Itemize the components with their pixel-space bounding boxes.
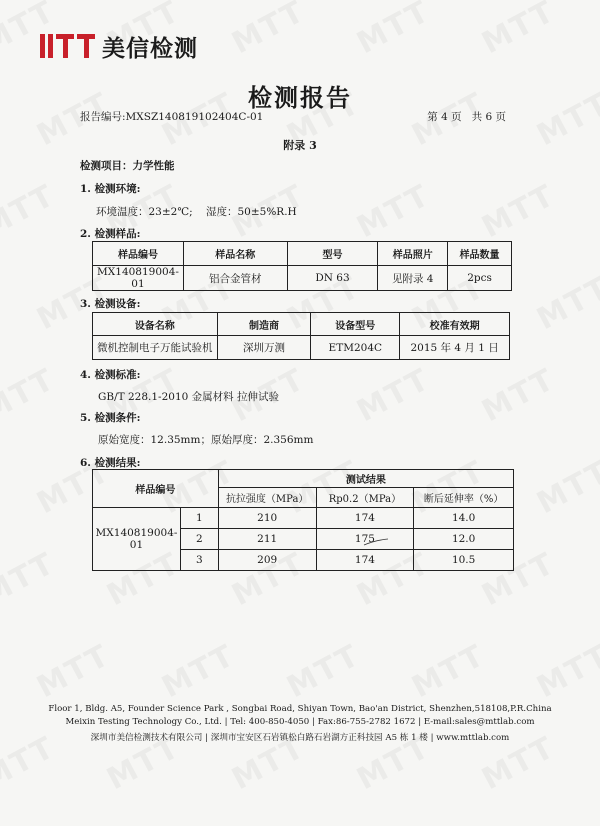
humidity-value: 50±5%R.H (237, 206, 297, 218)
results-rp: 174 (316, 550, 414, 571)
results-tensile: 209 (218, 550, 316, 571)
mtt-logo-mark (40, 34, 98, 58)
watermark-mark (0, 546, 61, 613)
watermark-mark (531, 454, 600, 521)
humidity-label: 湿度： (205, 206, 238, 218)
sample-heading: 2. 检测样品: (80, 228, 141, 240)
sample-header-cell: 样品名称 (183, 242, 287, 266)
footer-contact: Meixin Testing Technology Co., Ltd. | Tel: 400-850-4050 | Fax:86-755-2782 1672 | E-mail:sales@mttlab.com (65, 717, 535, 727)
watermark-mark (0, 362, 61, 429)
results-index: 1 (180, 508, 218, 529)
conditions-heading: 5. 检测条件: (80, 412, 141, 424)
sample-cell: MX140819004-01 (93, 266, 184, 291)
equipment-header-cell: 设备型号 (311, 313, 400, 336)
appendix-title: 附录 3 (283, 139, 317, 152)
standard-value: GB/T 228.1-2010 金属材料 拉伸试验 (98, 391, 279, 403)
results-sample-id: MX140819004-01 (93, 508, 181, 571)
test-item (80, 158, 175, 173)
watermark-mark (226, 0, 311, 61)
equipment-data-row (93, 336, 510, 360)
footer-address-cn: 深圳市美信检测技术有限公司 | 深圳市宝安区石岩镇松白路石岩湖方正科技园 A5 栋 1 楼 | www.mttlab.com (90, 733, 510, 743)
watermark-mark (531, 638, 600, 705)
page-indicator (427, 109, 506, 124)
environment-values (96, 204, 297, 219)
results-sample-header: 样品编号 (93, 470, 219, 508)
equipment-header-cell: 设备名称 (93, 313, 218, 336)
results-col-header: Rp0.2（MPa） (316, 488, 414, 508)
watermark-mark (281, 638, 366, 705)
logo-text: 美信检测 (102, 35, 198, 62)
temp-value: 23±2℃; (148, 206, 193, 218)
sample-header-cell: 型号 (287, 242, 378, 266)
footer-address-en: Floor 1, Bldg. A5, Founder Science Park , Songbai Road, Shiyan Town, Bao'an District, Shenzhen,518108,P.R.China (48, 704, 552, 714)
watermark-mark (156, 638, 241, 705)
watermark-mark (0, 178, 61, 245)
equipment-cell: 2015 年 4 月 1 日 (400, 336, 510, 360)
results-table (92, 469, 514, 571)
results-elongation: 14.0 (414, 508, 514, 529)
results-rp: 175 (316, 529, 414, 550)
equipment-heading: 3. 检测设备: (80, 298, 141, 310)
report-title: 检测报告 (248, 83, 352, 112)
results-index: 3 (180, 550, 218, 571)
watermark-mark (476, 178, 561, 245)
sample-data-row (93, 266, 512, 291)
environment-heading: 1. 检测环境: (80, 183, 141, 195)
watermark-mark (351, 0, 436, 61)
results-index: 2 (180, 529, 218, 550)
temp-label: 环境温度： (96, 206, 149, 218)
sample-cell: 铝合金管材 (183, 266, 287, 291)
watermark-mark (351, 362, 436, 429)
sample-header-cell: 样品照片 (378, 242, 448, 266)
watermark-mark (406, 638, 491, 705)
equipment-header-cell: 制造商 (217, 313, 311, 336)
page-number: 第 4 页 (427, 111, 462, 123)
page-total: 共 6 页 (471, 111, 506, 123)
results-group-header: 测试结果 (218, 470, 513, 488)
equipment-header-cell: 校准有效期 (400, 313, 510, 336)
results-rp: 174 (316, 508, 414, 529)
results-tensile: 210 (218, 508, 316, 529)
watermark-mark (31, 638, 116, 705)
test-item-label: 检测项目： (80, 160, 133, 172)
watermark-mark (476, 0, 561, 61)
sample-cell: DN 63 (287, 266, 378, 291)
results-tensile: 211 (218, 529, 316, 550)
results-elongation: 12.0 (414, 529, 514, 550)
sample-header-cell: 样品编号 (93, 242, 184, 266)
sample-cell: 见附录 4 (378, 266, 448, 291)
results-col-header: 断后延伸率（%） (414, 488, 514, 508)
results-header-row (93, 470, 514, 488)
conditions-value: 原始宽度：12.35mm；原始厚度：2.356mm (98, 434, 314, 446)
report-number: 报告编号:MXSZ140819102404C-01 (80, 111, 264, 123)
results-col-header: 抗拉强度（MPa） (218, 488, 316, 508)
sample-header-row (93, 242, 512, 266)
equipment-cell: ETM204C (311, 336, 400, 360)
watermark-mark (531, 270, 600, 337)
standard-heading: 4. 检测标准: (80, 369, 141, 381)
equipment-cell: 微机控制电子万能试验机 (93, 336, 218, 360)
sample-cell: 2pcs (448, 266, 512, 291)
results-elongation: 10.5 (414, 550, 514, 571)
test-item-value: 力学性能 (132, 160, 175, 172)
results-row (93, 508, 514, 529)
watermark-mark (351, 178, 436, 245)
pen-mark (362, 537, 390, 547)
equipment-header-row (93, 313, 510, 336)
sample-header-cell: 样品数量 (448, 242, 512, 266)
watermark-mark (476, 362, 561, 429)
equipment-table (92, 312, 510, 360)
results-heading: 6. 检测结果: (80, 457, 141, 469)
company-logo (40, 31, 198, 61)
sample-table (92, 241, 512, 291)
equipment-cell: 深圳万测 (217, 336, 311, 360)
